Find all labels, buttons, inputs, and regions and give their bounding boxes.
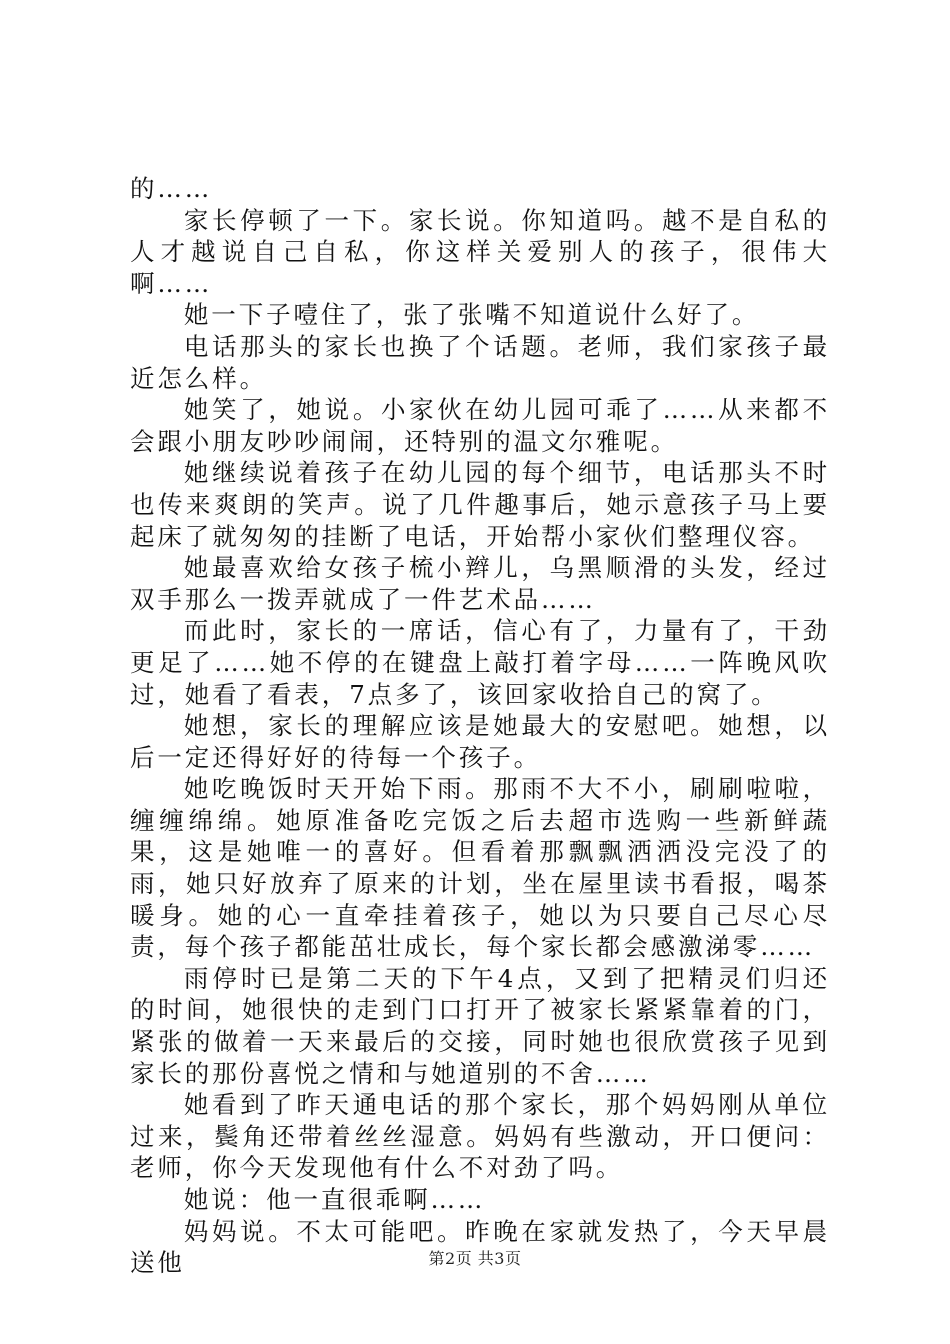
- paragraph: 她继续说着孩子在幼儿园的每个细节，电话那头不时也传来爽朗的笑声。说了几件趣事后，她示意孩子马上要起床了就匆匆的挂断了电话，开始帮小家伙们整理仪容。: [130, 458, 830, 551]
- paragraph: 家长停顿了一下。家长说。你知道吗。越不是自私的人才越说自己自私，你这样关爱别人的孩子，很伟大啊……: [130, 205, 830, 298]
- paragraph: 她想，家长的理解应该是她最大的安慰吧。她想，以后一定还得好好的待每一个孩子。: [130, 711, 830, 772]
- paragraph: 她最喜欢给女孩子梳小辫儿，乌黑顺滑的头发，经过双手那么一拨弄就成了一件艺术品……: [130, 553, 830, 614]
- paragraph: 而此时，家长的一席话，信心有了，力量有了，干劲更足了……她不停的在键盘上敲打着字母……一阵晚风吹过，她看了看表，7点多了，该回家收拾自己的窝了。: [130, 616, 830, 709]
- paragraph: 妈妈说。不太可能吧。昨晚在家就发热了，今天早晨送他: [130, 1216, 830, 1278]
- page-footer: 第2页 共3页: [428, 1249, 522, 1268]
- document-body: [130, 173, 830, 1279]
- paragraph: 她看到了昨天通电话的那个家长，那个妈妈刚从单位过来，鬓角还带着丝丝湿意。妈妈有些激动，开口便问：老师，你今天发现他有什么不对劲了吗。: [130, 1090, 830, 1183]
- paragraph: 电话那头的家长也换了个话题。老师，我们家孩子最近怎么样。: [130, 331, 830, 393]
- paragraph: 的……: [130, 174, 213, 203]
- paragraph: 雨停时已是第二天的下午4点，又到了把精灵们归还的时间，她很快的走到门口打开了被家长紧紧靠着的门，紧张的做着一天来最后的交接，同时她也很欣赏孩子见到家长的那份喜悦之情和与她道别的不舍……: [130, 963, 830, 1088]
- paragraph: 她吃晚饭时天开始下雨。那雨不大不小，刷刷啦啦，缠缠绵绵。她原准备吃完饭之后去超市选购一些新鲜蔬果，这是她唯一的喜好。但看着那飘飘洒洒没完没了的雨，她只好放弃了原来的计划，坐在屋里读书看报，喝茶暖身。她的心一直牵挂着孩子，她以为只要自己尽心尽责，每个孩子都能茁壮成长，每个家长都会感激涕零……: [130, 774, 830, 962]
- paragraph: 她说：他一直很乖啊……: [183, 1185, 486, 1214]
- paragraph: 她一下子噎住了，张了张嘴不知道说什么好了。: [183, 300, 760, 330]
- paragraph: 她笑了，她说。小家伙在幼儿园可乖了……从来都不会跟小朋友吵吵闹闹，还特别的温文尔雅呢。: [130, 395, 830, 456]
